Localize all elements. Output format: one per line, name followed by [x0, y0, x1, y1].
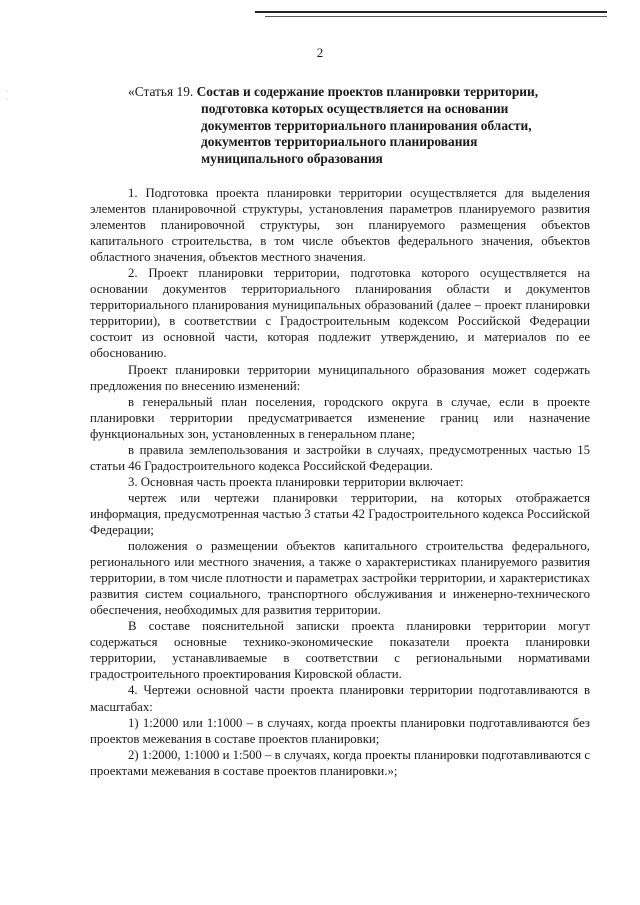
- paragraph-scale-2: 2) 1:2000, 1:1000 и 1:500 – в случаях, когда проекты планировки подготавливаются с проектами межевания в составе проектов планировки.»;: [90, 747, 590, 778]
- paragraph-placement-provisions: положения о размещении объектов капитального строительства федерального, регионального или местного значения, а также о характеристиках планируемого развития территории, в том числе плотности и параметрах застройки территории, и характеристиках развития систем социального, транспортного обслуживания и инженерно-технического обеспечения, необходимых для развития территории.: [90, 539, 590, 618]
- paragraph-explanatory-note: В составе пояснительной записки проекта планировки территории могут содержаться основные технико-экономические показатели проекта планировки территории, устанавливаемые в соответствии с региональными нормативами градостроительного проектирования Кировской области.: [90, 619, 590, 682]
- paragraph-zoning-rules: в правила землепользования и застройки в случаях, предусмотренных частью 15 статьи 46 Градостроительного кодекса Российской Федерации.: [90, 442, 590, 473]
- article-title-line-1: Состав и содержание проектов планировки территории,: [196, 84, 539, 99]
- margin-scan-marks: [6, 88, 10, 108]
- page-number: 2: [316, 45, 324, 60]
- paragraph-part-1: 1. Подготовка проекта планировки территории осуществляется для выделения элементов планировочной структуры, установления параметров планируемого развития элементов планировочной структуры, зон планируемого размещения объектов капитального строительства, в том числе объектов федерального значения, объектов областного значения, объектов местного значения.: [90, 186, 590, 265]
- paragraph-drawings: чертеж или чертежи планировки территории, на которых отображается информация, предусмотренная частью 3 статьи 42 Градостроительного кодекса Российской Федерации;: [90, 490, 590, 537]
- article-body: [90, 185, 590, 779]
- paragraph-general-plan: в генеральный план поселения, городского округа в случае, если в проекте планировки территории предусматривается изменение границ или назначение функциональных зон, установленных в генеральном плане;: [90, 394, 590, 441]
- article-heading: [128, 84, 588, 168]
- top-double-rule: [255, 11, 607, 13]
- article-title-line-4: документов территориального планирования: [201, 134, 478, 150]
- margin-dot: ·: [6, 95, 9, 104]
- article-number: «Статья 19.: [128, 84, 194, 99]
- article-title-line-2: подготовка которых осуществляется на основании: [201, 100, 509, 116]
- article-title-line-3: документов территориального планирования области,: [201, 117, 532, 133]
- paragraph-part-4: 4. Чертежи основной части проекта планировки территории подготавливаются в масштабах:: [90, 683, 590, 714]
- paragraph-amendment-intro: Проект планировки территории муниципального образования может содержать предложения по внесению изменений:: [90, 362, 590, 393]
- article-title-line-5: муниципального образования: [201, 151, 383, 167]
- paragraph-scale-1: 1) 1:2000 или 1:1000 – в случаях, когда проекты планировки подготавливаются без проектов межевания в составе проектов планировки;: [90, 715, 590, 746]
- margin-dot: ·: [6, 87, 9, 96]
- paragraph-part-3: 3. Основная часть проекта планировки территории включает:: [128, 474, 464, 489]
- paragraph-part-2: 2. Проект планировки территории, подготовка которого осуществляется на основании документов территориального планирования области и документов территориального планирования муниципальных образований (далее – проект планировки территории), в соответствии с Градостроительным кодексом Российской Федерации состоит из основной части, которая подлежит утверждению, и материалов по ее обоснованию.: [90, 266, 590, 361]
